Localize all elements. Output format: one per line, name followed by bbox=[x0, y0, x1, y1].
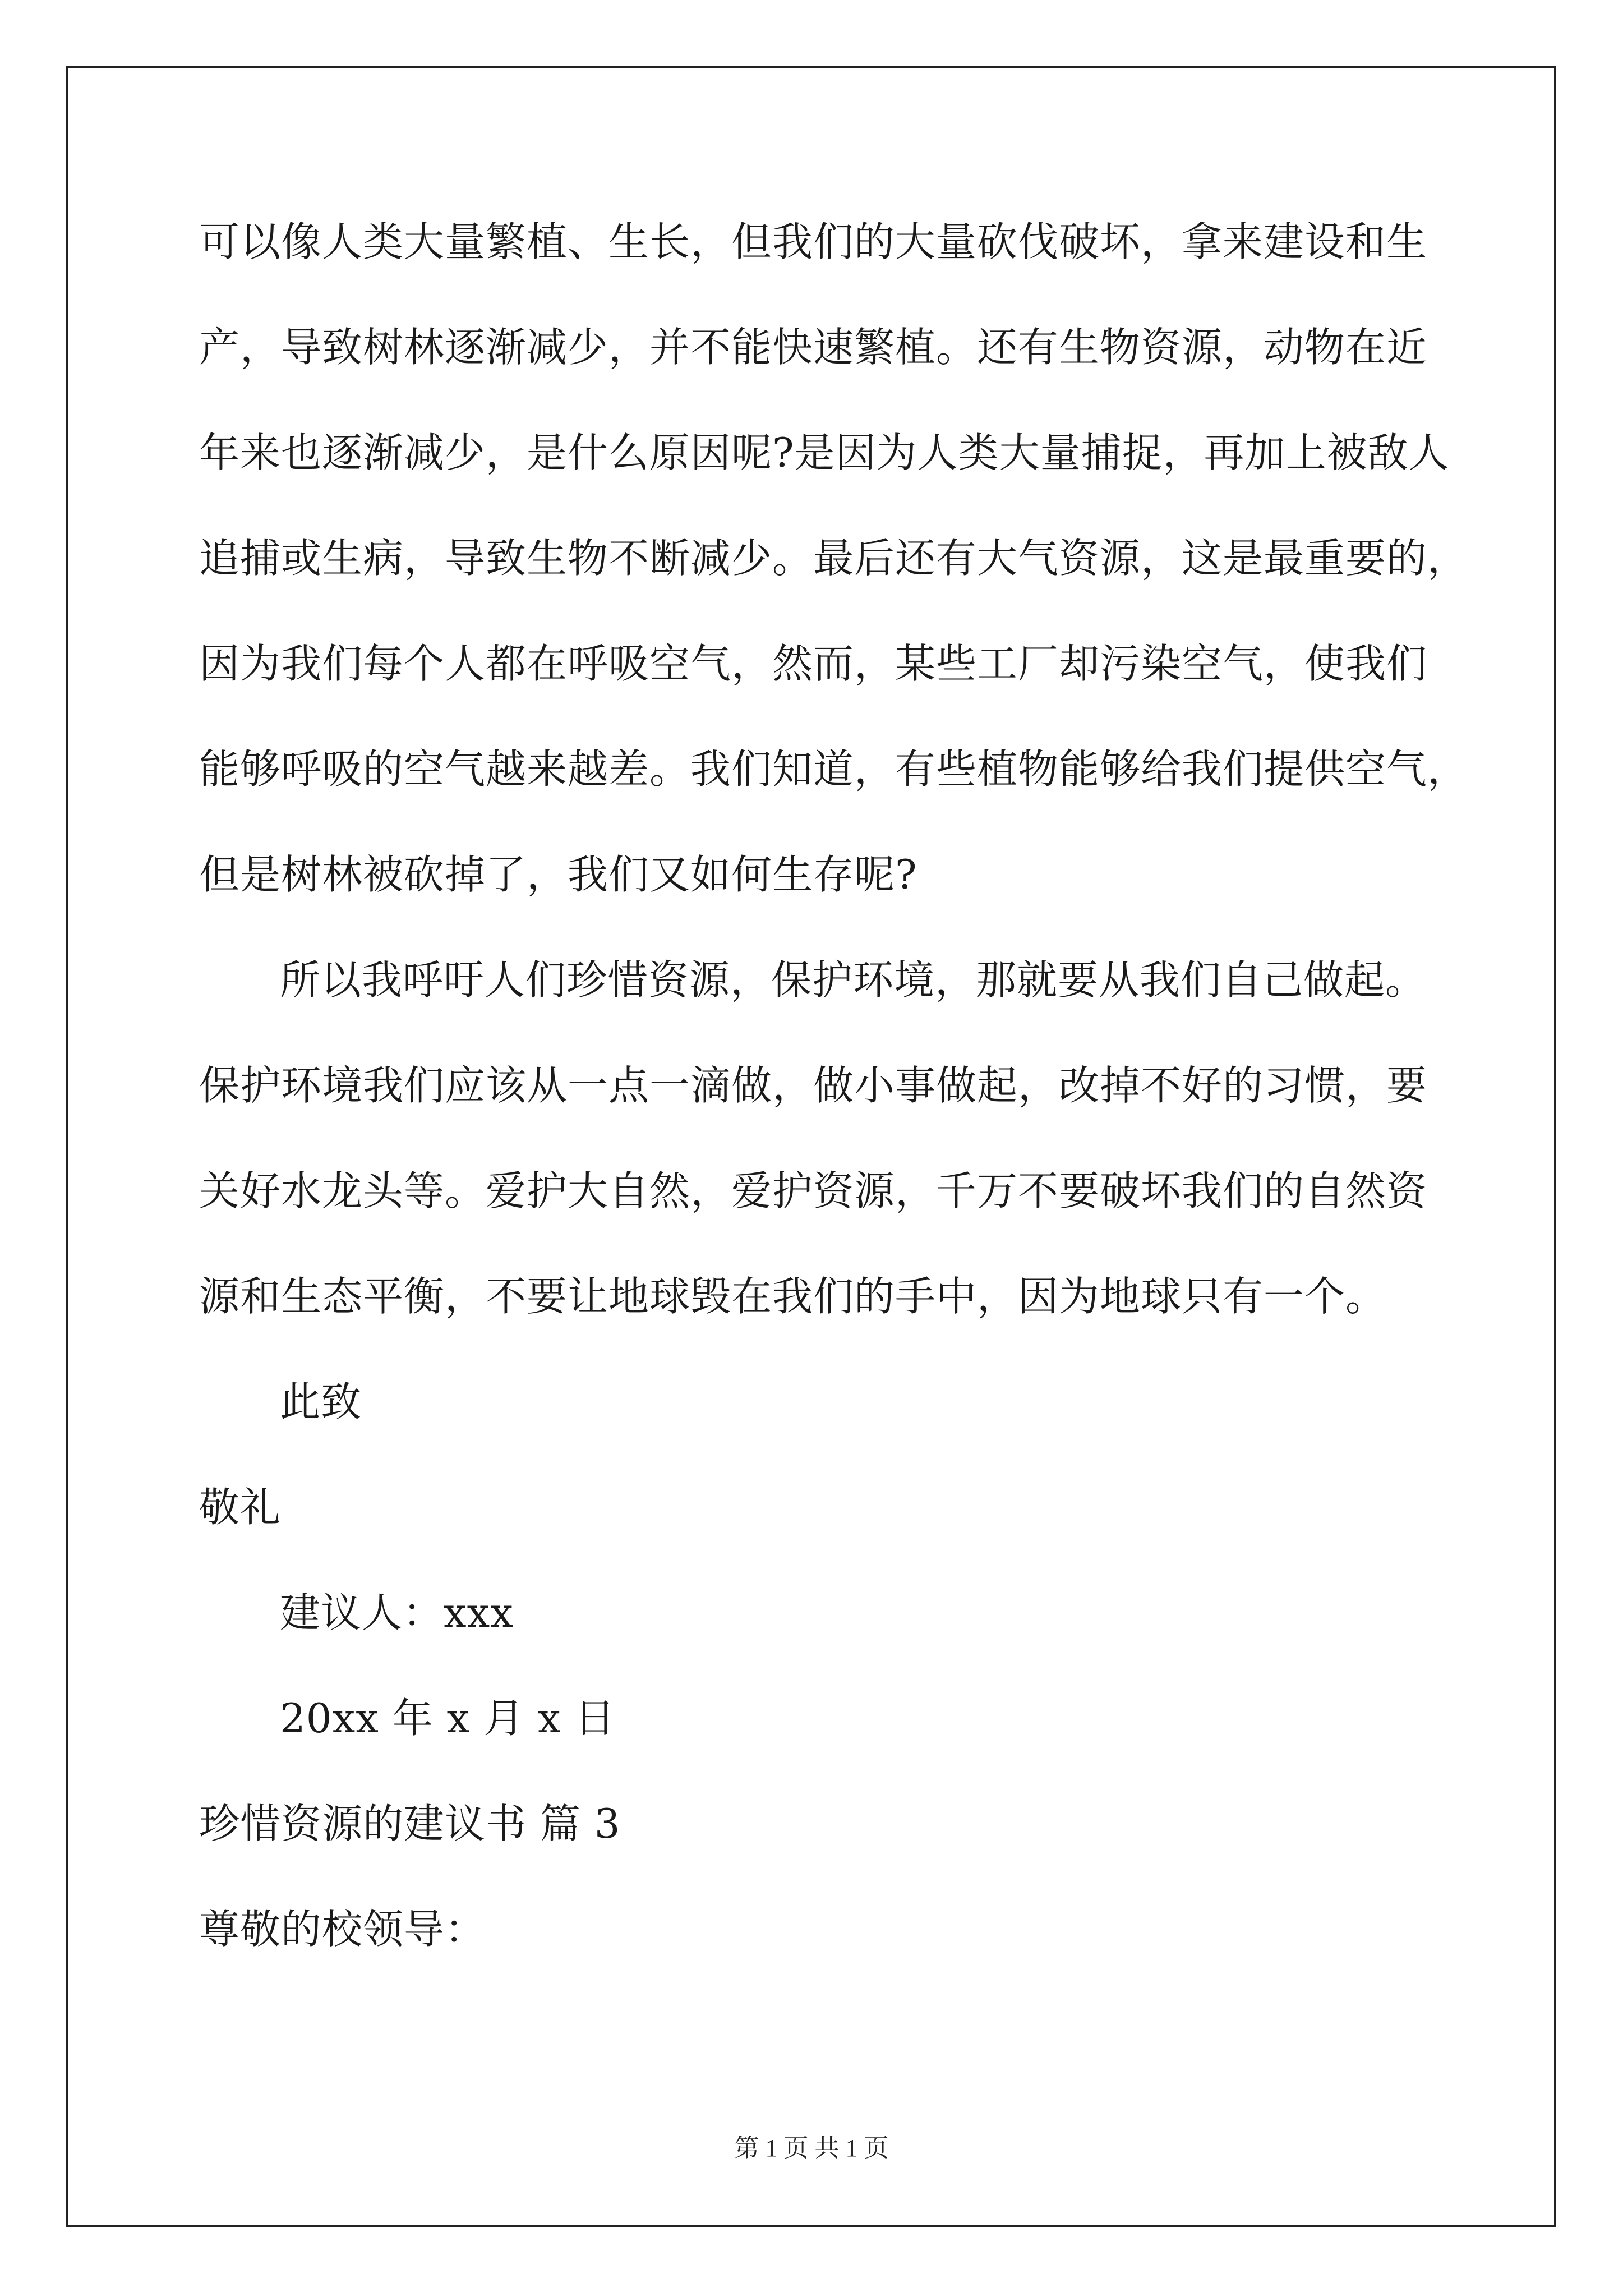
paragraph-line: 但是树林被砍掉了，我们又如何生存呢? bbox=[199, 851, 917, 898]
date-line: 20xx 年 x 月 x 日 bbox=[280, 1695, 616, 1742]
page-footer: 第 1 页 共 1 页 bbox=[734, 2134, 889, 2162]
greeting-line: 尊敬的校领导： bbox=[199, 1906, 486, 1953]
paragraph-line: 保护环境我们应该从一点一滴做，做小事做起，改掉不好的习惯，要 bbox=[199, 1062, 1428, 1109]
paragraph-line: 因为我们每个人都在呼吸空气，然而，某些工厂却污染空气，使我们 bbox=[199, 640, 1428, 687]
closing-text: 此致 bbox=[280, 1378, 362, 1425]
paragraph-line: 能够呼吸的空气越来越差。我们知道，有些植物能够给我们提供空气， bbox=[199, 746, 1469, 793]
paragraph-line: 年来也逐渐减少，是什么原因呢?是因为人类大量捕捉，再加上被敌人 bbox=[199, 429, 1450, 476]
section-title: 珍惜资源的建议书 篇 3 bbox=[199, 1800, 621, 1847]
document-body bbox=[199, 218, 1469, 2014]
signer-line: 建议人：xxx bbox=[280, 1589, 514, 1636]
paragraph-line: 源和生态平衡，不要让地球毁在我们的手中，因为地球只有一个。 bbox=[199, 1273, 1387, 1320]
paragraph-line: 所以我呼吁人们珍惜资源，保护环境，那就要从我们自己做起。 bbox=[280, 956, 1427, 1004]
paragraph-line: 关好水龙头等。爱护大自然，爱护资源，千万不要破坏我们的自然资 bbox=[199, 1167, 1428, 1214]
paragraph-line: 可以像人类大量繁植、生长，但我们的大量砍伐破坏，拿来建设和生 bbox=[199, 218, 1428, 265]
paragraph-line: 追捕或生病，导致生物不断减少。最后还有大气资源，这是最重要的， bbox=[199, 535, 1469, 582]
salute-text: 敬礼 bbox=[199, 1484, 282, 1531]
paragraph-line: 产，导致树林逐渐减少，并不能快速繁植。还有生物资源，动物在近 bbox=[199, 324, 1428, 371]
